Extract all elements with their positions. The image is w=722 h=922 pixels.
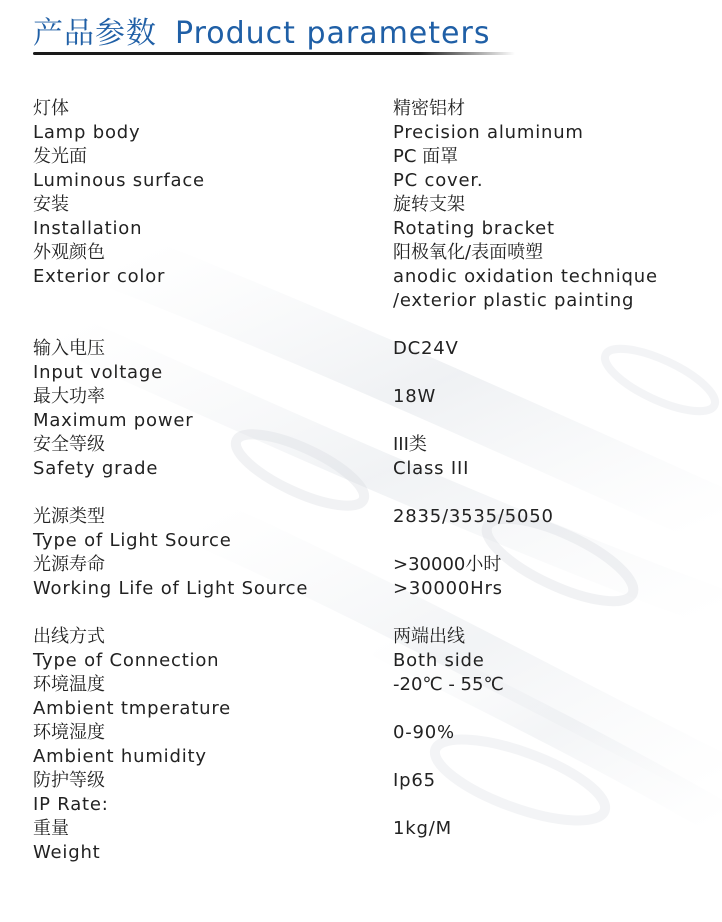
value-cn: 精密铝材 [393, 98, 465, 119]
label-cn: 输入电压 [33, 338, 105, 359]
label-en: Type of Connection [33, 650, 220, 671]
spec-group-light-source [33, 505, 693, 601]
label-en: Lamp body [33, 122, 141, 143]
spec-row-ambient-temperature [33, 673, 693, 721]
spec-row-maximum-power [33, 385, 693, 433]
value-cn: >30000小时 [393, 554, 502, 575]
spec-group-electrical [33, 337, 693, 481]
value-en: anodic oxidation technique [393, 266, 658, 287]
value-en: Precision aluminum [393, 122, 584, 143]
spec-row-light-source-type [33, 505, 693, 553]
page-title [33, 8, 490, 52]
title-underline [33, 52, 515, 55]
value-en: Rotating bracket [393, 218, 555, 239]
spec-row-input-voltage [33, 337, 693, 385]
value: Ip65 [393, 770, 436, 791]
label-en: Ambient humidity [33, 746, 207, 767]
value-en-continued: /exterior plastic painting [393, 290, 635, 311]
spec-group-material [33, 97, 693, 313]
label-cn: 最大功率 [33, 386, 105, 407]
label-cn: 光源类型 [33, 506, 105, 527]
value: DC24V [393, 338, 459, 359]
spec-row-ip-rate [33, 769, 693, 817]
value: 18W [393, 386, 437, 407]
label-cn: 发光面 [33, 146, 87, 167]
value-en: >30000Hrs [393, 578, 503, 599]
label-en: Exterior color [33, 266, 166, 287]
value-cn: PC 面罩 [393, 146, 459, 167]
page-title-cn: 产品参数 [33, 16, 157, 51]
spec-row-luminous-surface [33, 145, 693, 193]
value-cn: III类 [393, 434, 427, 455]
page-title-en: Product parameters [175, 16, 491, 51]
value: 1kg/M [393, 818, 452, 839]
spec-row-exterior-color [33, 241, 693, 313]
label-en: Weight [33, 842, 101, 863]
label-cn: 安装 [33, 194, 69, 215]
label-cn: 出线方式 [33, 626, 105, 647]
label-cn: 外观颜色 [33, 242, 105, 263]
spec-row-connection [33, 625, 693, 673]
value-cn: 旋转支架 [393, 194, 465, 215]
spec-row-weight [33, 817, 693, 865]
value: -20℃ - 55℃ [393, 674, 504, 695]
value: 0-90% [393, 722, 455, 743]
spec-group-environment [33, 625, 693, 865]
label-cn: 环境湿度 [33, 722, 105, 743]
label-en: Maximum power [33, 410, 194, 431]
value-cn: 阳极氧化/表面喷塑 [393, 242, 544, 263]
label-en: IP Rate: [33, 794, 109, 815]
label-cn: 灯体 [33, 98, 69, 119]
label-en: Input voltage [33, 362, 163, 383]
label-en: Luminous surface [33, 170, 205, 191]
page-header [33, 8, 490, 52]
label-en: Ambient tmperature [33, 698, 232, 719]
label-en: Installation [33, 218, 143, 239]
value: 2835/3535/5050 [393, 506, 554, 527]
spec-row-lamp-body [33, 97, 693, 145]
label-cn: 防护等级 [33, 770, 105, 791]
value-en: PC cover. [393, 170, 484, 191]
spec-row-light-source-life [33, 553, 693, 601]
label-en: Type of Light Source [33, 530, 232, 551]
label-cn: 重量 [33, 818, 69, 839]
value-en: Both side [393, 650, 485, 671]
label-en: Working Life of Light Source [33, 578, 309, 599]
spec-table [33, 97, 693, 865]
value-cn: 两端出线 [393, 626, 465, 647]
spec-row-safety-grade [33, 433, 693, 481]
label-en: Safety grade [33, 458, 159, 479]
label-cn: 环境温度 [33, 674, 105, 695]
spec-row-installation [33, 193, 693, 241]
value-en: Class III [393, 458, 470, 479]
label-cn: 光源寿命 [33, 554, 105, 575]
label-cn: 安全等级 [33, 434, 105, 455]
spec-row-ambient-humidity [33, 721, 693, 769]
